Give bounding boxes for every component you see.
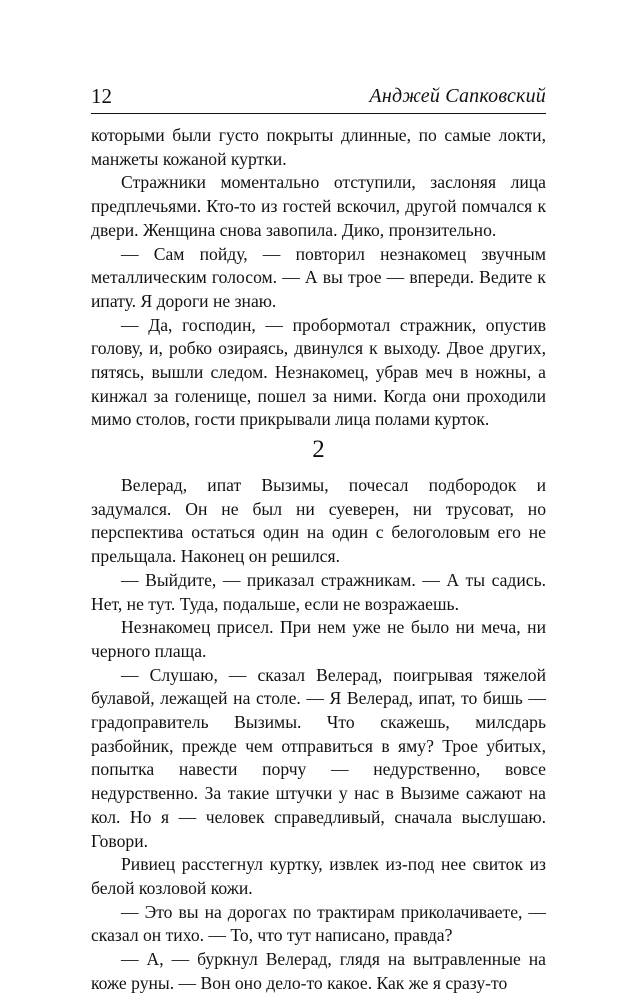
paragraph: Велерад, ипат Вызимы, почесал подбородок и задумался. Он не был ни суеверен, ни трусоват, но перспектива остаться один на один с белоголовым его не прельщала. Наконец он решился. (91, 475, 546, 567)
header-rule (91, 113, 546, 114)
paragraph: Стражники моментально отступили, заслоняя лица предплечьями. Кто-то из гостей вскочил, другой помчался к двери. Женщина снова завопила. Дико, пронзительно. (91, 172, 546, 240)
paragraph: — Выйдите, — приказал стражникам. — А ты садись. Нет, не тут. Туда, подальше, если не возражаешь. (91, 569, 546, 614)
paragraph: — Это вы на дорогах по трактирам приколачиваете, — сказал он тихо. — То, что тут написано, правда? (91, 901, 546, 946)
section-two-text (91, 474, 546, 995)
paragraph: Ривиец расстегнул куртку, извлек из-под нее свиток из белой козловой кожи. (91, 854, 546, 898)
paragraph: Незнакомец присел. При нем уже не было ни меча, ни черного плаща. (91, 617, 546, 661)
paragraph: — Сам пойду, — повторил незнакомец звучным металлическим голосом. — А вы трое — впереди. Ведите к ипату. Я дороги не знаю. (91, 243, 546, 311)
paragraph: которыми были густо покрыты длинные, по самые локти, манжеты кожаной куртки. (91, 125, 546, 169)
paragraph: — А, — буркнул Велерад, глядя на вытравленные на коже руны. — Вон оно дело-то какое. Как же я сразу-то (91, 949, 546, 993)
running-title: Анджей Сапковский (369, 85, 546, 107)
paragraph: — Да, господин, — пробормотал стражник, опустив голову, и, робко озираясь, двинулся к выходу. Двое других, пятясь, вышли следом. Незнакомец, убрав меч в ножны, а кинжал за голенище, пошел за ними. Когда они проходили мимо столов, гости прикрывали лица полами курток. (91, 314, 546, 430)
page-number: 12 (91, 84, 112, 108)
section-one-text (91, 124, 546, 432)
paragraph: — Слушаю, — сказал Велерад, поигрывая тяжелой булавой, лежащей на столе. — Я Велерад, ипат, то бишь — градоправитель Вызимы. Что скажешь, милсдарь разбойник, прежде чем отправиться в яму? Трое убитых, попытка навести порчу — недурственно, вовсе недурственно. За такие штучки у нас в Вызиме сажают на кол. Но я — человек справедливый, сначала выслушаю. Говори. (91, 664, 546, 851)
chapter-number: 2 (312, 436, 325, 463)
running-header (91, 80, 546, 114)
